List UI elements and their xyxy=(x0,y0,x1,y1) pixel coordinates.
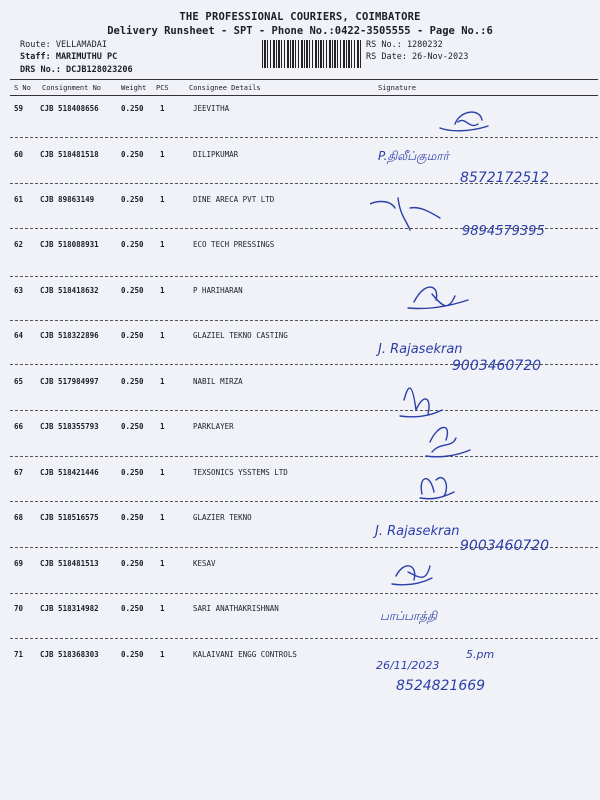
row-sno: 63 xyxy=(14,286,24,295)
row-sno: 59 xyxy=(14,104,24,113)
row-weight: 0.250 xyxy=(121,604,144,613)
row-weight: 0.250 xyxy=(121,104,144,113)
row-consignment: CJB 518418632 xyxy=(40,286,99,295)
row-sno: 71 xyxy=(14,650,24,659)
rs-number: RS No.: 1280232 xyxy=(366,40,443,50)
row-weight: 0.250 xyxy=(121,422,144,431)
signature-scribble xyxy=(392,566,432,585)
row-pcs: 1 xyxy=(160,377,165,386)
row-sno: 68 xyxy=(14,513,24,522)
row-sno: 70 xyxy=(14,604,24,613)
row-pcs: 1 xyxy=(160,240,165,249)
row-weight: 0.250 xyxy=(121,559,144,568)
row-consignee: KALAIVANI ENGG CONTROLS xyxy=(193,650,297,659)
col-header-consignee: Consignee Details xyxy=(189,84,261,92)
row-consignment: CJB 89863149 xyxy=(40,195,95,204)
row-consignee: ECO TECH PRESSINGS xyxy=(193,240,275,249)
row-consignee: DINE ARECA PVT LTD xyxy=(193,195,275,204)
row-weight: 0.250 xyxy=(121,468,144,477)
row-consignment: CJB 518421446 xyxy=(40,468,99,477)
row-sno: 65 xyxy=(14,377,24,386)
row-sno: 66 xyxy=(14,422,24,431)
row-weight: 0.250 xyxy=(121,650,144,659)
row-consignee: DILIPKUMAR xyxy=(193,150,239,159)
signature-scribble xyxy=(440,112,488,131)
row-consignment: CJB 517984997 xyxy=(40,377,99,386)
handwritten-name: P.திலீப்குமார் xyxy=(378,149,449,163)
signature-scribble xyxy=(420,478,454,499)
row-consignment: CJB 518314982 xyxy=(40,604,99,613)
row-weight: 0.250 xyxy=(121,240,144,249)
runsheet-subtitle: Delivery Runsheet - SPT - Phone No.:0422-3505555 - Page No.:6 xyxy=(107,25,493,37)
row-pcs: 1 xyxy=(160,468,165,477)
row-consignment: CJB 518355793 xyxy=(40,422,99,431)
row-weight: 0.250 xyxy=(121,377,144,386)
row-pcs: 1 xyxy=(160,195,165,204)
row-consignee: JEEVITHA xyxy=(193,104,230,113)
row-pcs: 1 xyxy=(160,150,165,159)
row-sno: 61 xyxy=(14,195,24,204)
row-weight: 0.250 xyxy=(121,195,144,204)
col-header-sno: S No xyxy=(14,84,31,92)
signature-scribble xyxy=(370,198,440,230)
handwritten-name: J. Rajasekran xyxy=(378,342,463,357)
row-pcs: 1 xyxy=(160,604,165,613)
row-consignee: NABIL MIRZA xyxy=(193,377,243,386)
handwritten-name: J. Rajasekran xyxy=(375,524,460,539)
col-header-weight: Weight xyxy=(121,84,147,92)
handwritten-phone: 9894579395 xyxy=(462,224,545,239)
staff-label: Staff: MARIMUTHU PC xyxy=(20,52,118,62)
row-consignment: CJB 518481513 xyxy=(40,559,99,568)
row-consignment: CJB 518481518 xyxy=(40,150,99,159)
signature-scribble xyxy=(400,388,442,417)
row-consignment: CJB 518088931 xyxy=(40,240,99,249)
row-consignee: GLAZIEL TEKNO CASTING xyxy=(193,331,288,340)
handwritten-name: பாப்பாத்தி xyxy=(380,609,437,623)
row-consignee: SARI ANATHAKRISHNAN xyxy=(193,604,279,613)
row-pcs: 1 xyxy=(160,286,165,295)
col-header-pcs: PCS xyxy=(156,84,169,92)
handwritten-date: 26/11/2023 xyxy=(376,659,440,672)
route-label: Route: VELLAMADAI xyxy=(20,40,107,50)
row-consignment: CJB 518368303 xyxy=(40,650,99,659)
row-pcs: 1 xyxy=(160,104,165,113)
row-sno: 62 xyxy=(14,240,24,249)
signature-column xyxy=(370,80,600,720)
col-header-signature: Signature xyxy=(378,84,416,92)
row-pcs: 1 xyxy=(160,422,165,431)
row-sno: 64 xyxy=(14,331,24,340)
row-consignment: CJB 518516575 xyxy=(40,513,99,522)
handwritten-phone: 8524821669 xyxy=(396,678,486,694)
row-weight: 0.250 xyxy=(121,286,144,295)
row-weight: 0.250 xyxy=(121,513,144,522)
row-sno: 67 xyxy=(14,468,24,477)
row-consignee: TEXSONICS YSSTEMS LTD xyxy=(193,468,288,477)
row-consignee: GLAZIER TEKNO xyxy=(193,513,252,522)
col-header-consignment: Consignment No xyxy=(42,84,102,92)
signature-scribble xyxy=(426,427,470,456)
row-sno: 60 xyxy=(14,150,24,159)
row-pcs: 1 xyxy=(160,331,165,340)
row-consignment: CJB 518322896 xyxy=(40,331,99,340)
signature-scribble xyxy=(408,287,468,308)
row-consignee: P HARIHARAN xyxy=(193,286,243,295)
handwritten-time: 5.pm xyxy=(466,648,495,661)
row-sno: 69 xyxy=(14,559,24,568)
row-consignee: KESAV xyxy=(193,559,216,568)
row-weight: 0.250 xyxy=(121,150,144,159)
row-pcs: 1 xyxy=(160,513,165,522)
handwritten-phone: 9003460720 xyxy=(452,358,542,374)
row-consignment: CJB 518408656 xyxy=(40,104,99,113)
row-pcs: 1 xyxy=(160,559,165,568)
rs-date: RS Date: 26-Nov-2023 xyxy=(366,52,469,62)
row-pcs: 1 xyxy=(160,650,165,659)
company-title: THE PROFESSIONAL COURIERS, COIMBATORE xyxy=(179,11,421,23)
row-weight: 0.250 xyxy=(121,331,144,340)
barcode xyxy=(262,40,362,68)
row-consignee: PARKLAYER xyxy=(193,422,234,431)
drs-number: DRS No.: DCJB128023206 xyxy=(20,65,133,75)
handwritten-phone: 9003460720 xyxy=(460,538,550,554)
handwritten-phone: 8572172512 xyxy=(460,170,550,186)
